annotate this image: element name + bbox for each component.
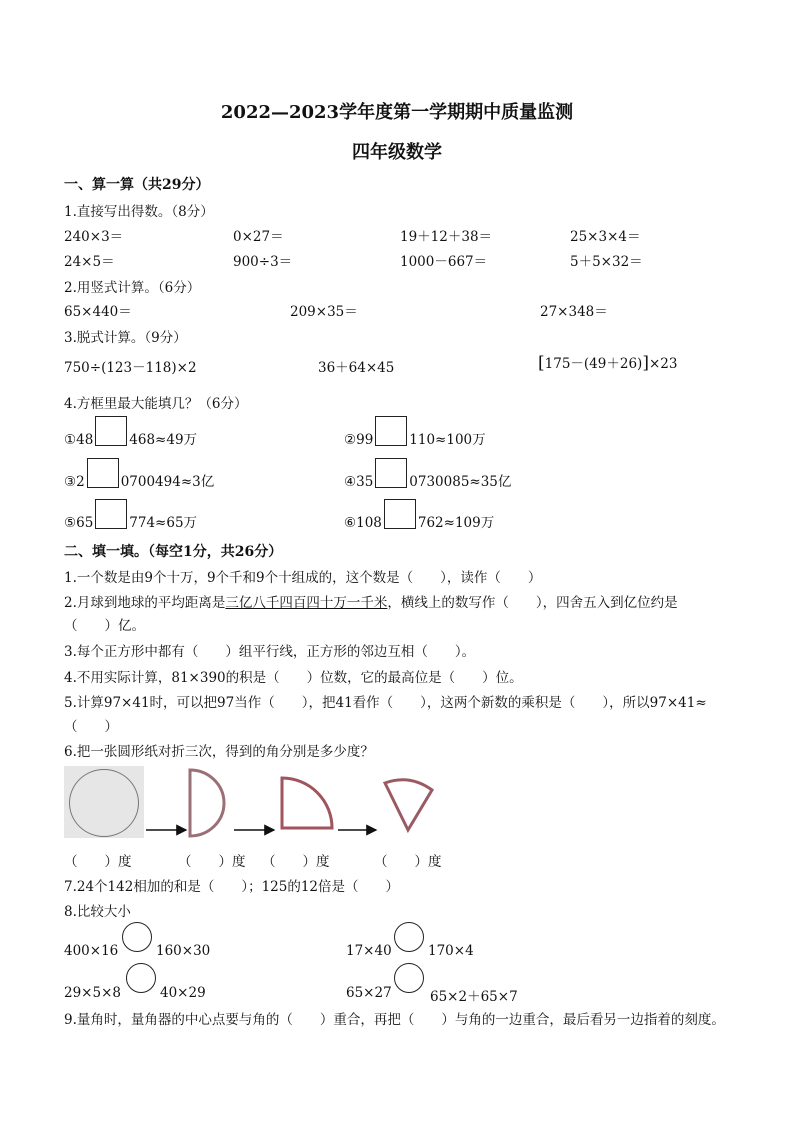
- quarter-circle-icon: [282, 778, 332, 828]
- degree-blank: （ ）度: [262, 854, 330, 870]
- q4-item: ⑤65 774≈65万: [64, 499, 197, 531]
- q1-item: 0×27＝: [233, 229, 284, 245]
- q1-label: 1.直接写出得数。（8分）: [64, 204, 214, 220]
- compare-left: 65×27: [346, 985, 392, 1001]
- fill-line-3: 3.每个正方形中都有（ ）组平行线，正方形的邻边互相（ ）。: [64, 644, 476, 660]
- q1-item: 900÷3＝: [233, 254, 293, 270]
- compare-circle[interactable]: [394, 963, 424, 993]
- q4-item: ①48 468≈49万: [64, 416, 197, 448]
- fill-line-5b: （ ）: [64, 719, 118, 735]
- fill-line-6: 6.把一张圆形纸对折三次，得到的角分别是多少度？: [64, 744, 374, 760]
- fill-line-7: 7.24个142相加的和是（ ）；125的12倍是（ ）: [64, 879, 400, 895]
- fill-line-1: 1.一个数是由9个十万，9个千和9个十组成的，这个数是（ ），读作（ ）: [64, 570, 542, 586]
- q2-label: 2.用竖式计算。（6分）: [64, 280, 201, 296]
- q2-item: 27×348＝: [540, 304, 608, 320]
- page-title: 2022—2023学年度第一学期期中质量监测: [220, 102, 574, 123]
- degree-blank: （ ）度: [374, 854, 442, 870]
- q1-item: 19＋12＋38＝: [400, 229, 493, 245]
- q4-item: ②99 110≈100万: [344, 416, 486, 448]
- fill-line-5: 5.计算97×41时，可以把97当作（ ），把41看作（ ），这两个新数的乘积是（ ），所以97×41≈: [64, 695, 707, 711]
- compare-left: 29×5×8: [64, 985, 121, 1001]
- q4-item: ⑥108 762≈109万: [344, 499, 494, 531]
- q4-item: ④35 0730085≈35亿: [344, 458, 511, 490]
- compare-left: 17×40: [346, 943, 392, 959]
- q2-item: 209×35＝: [290, 304, 358, 320]
- q1-item: 5＋5×32＝: [570, 254, 643, 270]
- q4-item: ③2 0700494≈3亿: [64, 458, 214, 490]
- eighth-circle-icon: [385, 780, 432, 830]
- compare-circle[interactable]: [126, 963, 156, 993]
- section-2-heading: 二、填一填。（每空1分，共26分）: [64, 544, 283, 560]
- compare-right: 170×4: [428, 943, 474, 959]
- compare-right: 160×30: [156, 943, 211, 959]
- half-circle-icon: [190, 770, 224, 836]
- fill-line-9: 9.量角时，量角器的中心点要与角的（ ）重合，再把（ ）与角的一边重合，最后看另一边指着的刻度。: [64, 1012, 725, 1028]
- compare-right: 40×29: [160, 985, 206, 1001]
- page-subtitle: 四年级数学: [352, 142, 442, 163]
- compare-circle[interactable]: [122, 922, 152, 952]
- compare-left: 400×16: [64, 943, 119, 959]
- fill-line-4: 4.不用实际计算，81×390的积是（ ）位数，它的最高位是（ ）位。: [64, 670, 523, 686]
- fill-line-2: 2.月球到地球的平均距离是三亿八千四百四十万一千米，横线上的数写作（ ），四舍五入到亿位约是: [64, 595, 678, 611]
- q3-item: 36＋64×45: [318, 360, 395, 376]
- q1-item: 1000－667＝: [400, 254, 488, 270]
- q4-label: 4.方框里最大能填几？（6分）: [64, 396, 248, 412]
- compare-right: 65×2＋65×7: [430, 989, 518, 1005]
- q3-item: 750÷(123－118)×2: [64, 360, 197, 376]
- section-1-heading: 一、算一算（共29分）: [64, 177, 210, 193]
- q1-item: 24×5＝: [64, 254, 115, 270]
- degree-blank: （ ）度: [64, 854, 132, 870]
- degree-blank: （ ）度: [178, 854, 246, 870]
- compare-circle[interactable]: [394, 922, 424, 952]
- fill-line-8: 8.比较大小: [64, 904, 131, 920]
- q1-item: 240×3＝: [64, 229, 124, 245]
- q3-label: 3.脱式计算。（9分）: [64, 330, 187, 346]
- fill-line-2b: （ ）亿。: [64, 618, 145, 634]
- q1-item: 25×3×4＝: [570, 229, 641, 245]
- q2-item: 65×440＝: [64, 304, 132, 320]
- q3-item-bracketed: [175－(49＋26)]×23: [538, 353, 678, 373]
